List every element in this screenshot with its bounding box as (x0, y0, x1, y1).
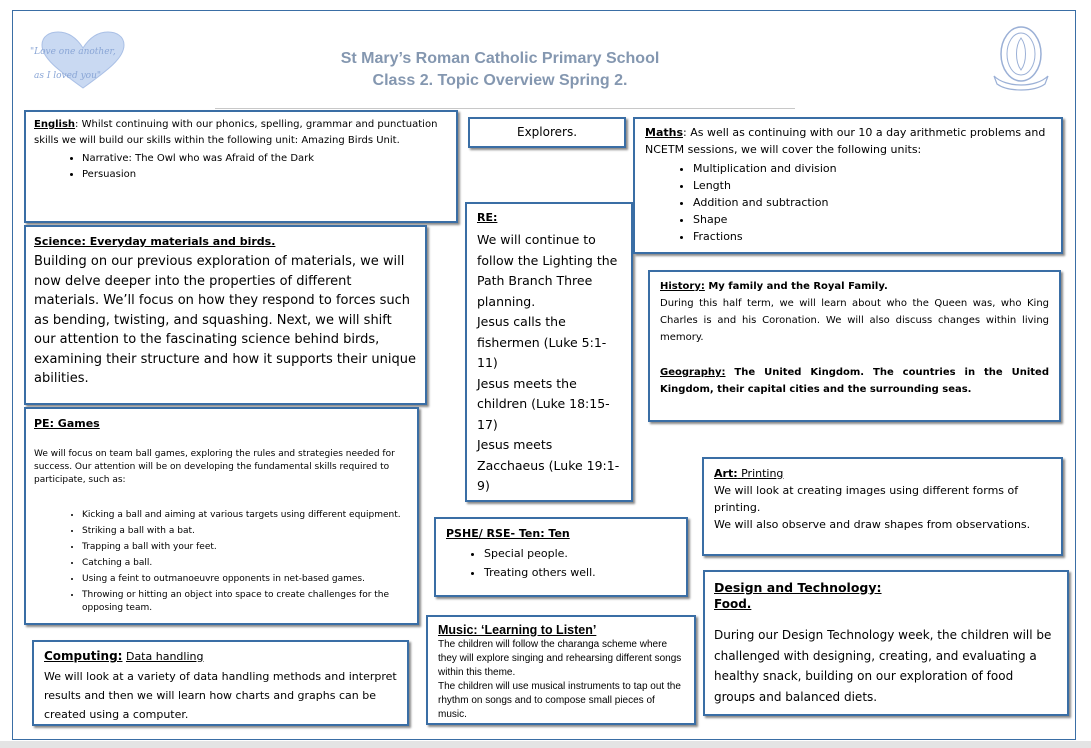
pe-box (24, 407, 419, 625)
english-list (34, 151, 448, 183)
english-box (24, 110, 458, 223)
music-p2: The children will use musical instruments to tap out the rhythm on songs and to compose small pieces of music. (438, 681, 681, 720)
geography-heading: Geography: (660, 367, 726, 378)
list-item: • Multiplication and division (693, 160, 1051, 177)
topic-title-box (468, 117, 626, 148)
computing-box (32, 640, 409, 726)
science-box (24, 225, 427, 405)
re-line: Jesus calls the fishermen (Luke 5:1-11) (477, 314, 607, 370)
dt-box (703, 570, 1069, 716)
music-heading: Music: ‘Learning to Listen’ (438, 623, 597, 637)
list-item: • Treating others well. (484, 563, 676, 582)
history-heading: History: (660, 281, 705, 292)
music-box (426, 615, 696, 725)
english-intro: : Whilst continuing with our phonics, spelling, grammar and punctuation skills we will build our skills within the following unit: Amazing Birds Unit. (34, 119, 438, 146)
heart-logo (28, 30, 138, 90)
re-line: Jesus meets the children (Luke 18:15-17) (477, 375, 610, 432)
science-body: Building on our previous exploration of materials, we will now delve deeper into the properties of different materials. We’ll focus on how they respond to forces such as bending, twisting, and squashing. Next, we will shift our attention to the fascinating science behind birds, examining their structure and how it supports their unique abilities. (34, 254, 416, 386)
science-heading: Science: Everyday materials and birds. (34, 235, 276, 248)
history-body: During this half term, we will learn about who the Queen was, who King Charles is and his Coronation. We will also discuss changes within living memory. (660, 298, 1049, 343)
list-item: • Fractions (693, 228, 1051, 245)
re-heading: RE: (477, 211, 498, 224)
art-subheading: Printing (737, 467, 784, 480)
list-item: • Using a feint to outmanoeuvre opponents in net-based games. (82, 573, 409, 586)
art-heading: Art: (714, 467, 738, 480)
pe-heading: PE: Games (34, 417, 100, 430)
computing-body: We will look at a variety of data handling methods and interpret results and then we will learn how charts and graphs can be created using a computer. (44, 670, 397, 721)
pe-intro: We will focus on team ball games, exploring the rules and strategies needed for success. Our attention will be on developing the fundamental skills required to participate, such as: (34, 449, 395, 485)
art-p2: We will also observe and draw shapes from observations. (714, 518, 1031, 531)
maths-box (633, 117, 1063, 254)
school-crest-icon (990, 22, 1052, 94)
list-item: • Kicking a ball and aiming at various targets using different equipment. (82, 509, 409, 522)
pe-list (34, 509, 409, 615)
geography-body: The United Kingdom. The countries in the United Kingdom, their capital cities and the surrounding seas. (660, 367, 1049, 395)
list-item: • Catching a ball. (82, 557, 409, 570)
re-box (465, 202, 633, 502)
logo-text-2: as I loved you" (34, 71, 102, 81)
maths-heading: Maths (645, 126, 684, 139)
re-line: We will continue to follow the Lighting the Path Branch Three planning. (477, 232, 618, 309)
list-item: • Persuasion (82, 167, 448, 183)
english-heading: English (34, 119, 76, 130)
pshe-list (446, 544, 676, 582)
list-item: • Addition and subtraction (693, 194, 1051, 211)
header-divider (215, 108, 795, 109)
list-item: • Length (693, 177, 1051, 194)
list-item: • Narrative: The Owl who was Afraid of the Dark (82, 151, 448, 167)
re-line (477, 497, 621, 503)
logo-text-1: "Love one another, (30, 47, 116, 57)
maths-intro: : As well as continuing with our 10 a day arithmetic problems and NCETM sessions, we will cover the following units: (645, 126, 1046, 156)
computing-subheading: Data handling (125, 650, 204, 663)
dt-subheading: Food. (714, 597, 752, 611)
art-box (702, 457, 1063, 556)
music-p1: The children will follow the charanga scheme where they will explore singing and rehearsing different songs within this theme. (438, 639, 682, 678)
dt-heading: Design and Technology: (714, 580, 882, 595)
list-item: • Striking a ball with a bat. (82, 525, 409, 538)
computing-heading: Computing: (44, 649, 123, 663)
dt-body: During our Design Technology week, the children will be challenged with designing, creating, and evaluating a healthy snack, building on our exploration of food groups and balanced diets. (714, 628, 1052, 704)
history-subheading: My family and the Royal Family. (704, 281, 888, 292)
re-line: Jesus meets Zacchaeus (Luke 19:1-9) (477, 437, 620, 493)
pshe-box (434, 517, 688, 597)
pshe-heading: PSHE/ RSE- Ten: Ten (446, 527, 570, 540)
list-item: • Throwing or hitting an object into space to create challenges for the opposing team. (82, 589, 409, 615)
topic-title: Explorers. (516, 125, 578, 139)
bottom-rule (0, 741, 1091, 748)
maths-list (645, 160, 1051, 245)
history-geography-box (648, 270, 1061, 422)
art-p1: We will look at creating images using different forms of printing. (714, 484, 1019, 514)
list-item: • Shape (693, 211, 1051, 228)
page-title: Class 2. Topic Overview Spring 2. (372, 72, 628, 89)
school-name: St Mary’s Roman Catholic Primary School (340, 50, 660, 67)
list-item: • Trapping a ball with your feet. (82, 541, 409, 554)
list-item: • Special people. (484, 544, 676, 563)
